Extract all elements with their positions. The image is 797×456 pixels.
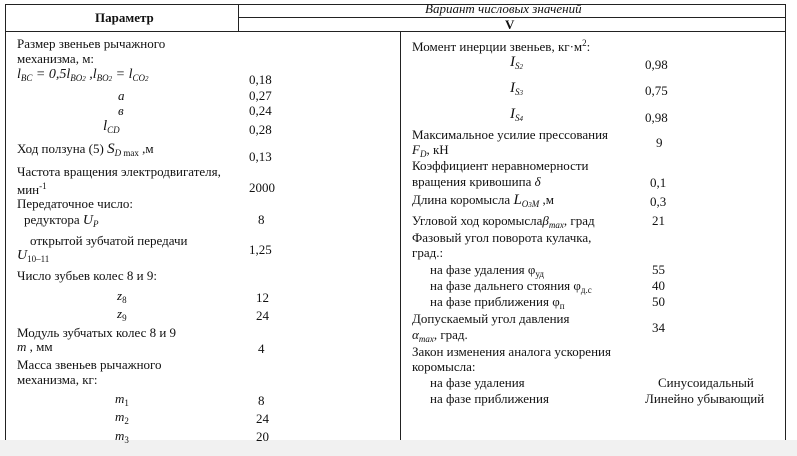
header-param: Параметр xyxy=(95,10,154,25)
value-m1: 8 xyxy=(258,393,265,408)
force-line1: Максимальное усилие прессования xyxy=(412,127,609,142)
value-force: 9 xyxy=(656,135,663,150)
header-divider xyxy=(238,4,239,31)
phase-line2: град.: xyxy=(412,245,444,260)
phase-approach-label: на фазе приближения $\varphi_п$ xyxy=(430,294,565,311)
rocker-length-label: Длина коромысла $L_{O3M}$ ,м xyxy=(412,192,555,209)
ratio-label: Передаточное число: xyxy=(17,196,134,211)
label-v: в xyxy=(118,103,124,118)
value-rocker-length: 0,3 xyxy=(650,194,667,209)
value-reducer: 8 xyxy=(258,212,265,227)
law-remove-label: на фазе удаления xyxy=(430,375,525,390)
header-variant: Вариант числовых значений xyxy=(425,1,582,16)
law-line2: коромысла: xyxy=(412,359,476,374)
label-lcd: $l_{CD}$ xyxy=(103,118,120,135)
label-is3: $I_{S3}$ xyxy=(510,80,523,97)
module-line2: m , мм xyxy=(17,339,53,354)
value-is2: 0,98 xyxy=(645,57,668,72)
label-is2: $I_{S2}$ xyxy=(510,54,523,71)
value-m3: 20 xyxy=(256,429,269,444)
phase-dwell-label: на фазе дальнего стояния $\varphi_{д.с}$ xyxy=(430,278,592,295)
value-law-remove: Синусоидальный xyxy=(658,375,754,390)
value-z9: 24 xyxy=(256,308,269,323)
label-m2: $m_2$ xyxy=(115,409,129,426)
label-m3: $m_3$ xyxy=(115,428,129,445)
coef-line1: Коэффициент неравномерности xyxy=(412,158,589,173)
value-module: 4 xyxy=(258,341,265,356)
law-line1: Закон изменения аналога ускорения xyxy=(412,344,611,359)
mass-line1: Масса звеньев рычажного xyxy=(17,357,162,372)
link-size-line2: механизма, м: xyxy=(17,51,95,66)
value-z8: 12 xyxy=(256,290,269,305)
right-border xyxy=(785,4,786,440)
value-phase-remove: 55 xyxy=(652,262,665,277)
value-is4: 0,98 xyxy=(645,110,668,125)
label-z9: $z_9$ xyxy=(117,306,127,323)
stroke-label: Ход ползуна (5) $S_D$ $_{max}$ ,м xyxy=(17,141,154,158)
left-border xyxy=(5,4,6,440)
top-border xyxy=(5,4,786,5)
value-angular-stroke: 21 xyxy=(652,213,665,228)
value-phase-dwell: 40 xyxy=(652,278,665,293)
value-lcd: 0,28 xyxy=(249,122,272,137)
header-roman: V xyxy=(505,17,515,32)
value-freq: 2000 xyxy=(249,180,275,195)
value-is3: 0,75 xyxy=(645,83,668,98)
value-law-approach: Линейно убывающий xyxy=(645,391,765,406)
module-line1: Модуль зубчатых колес 8 и 9 xyxy=(17,325,177,340)
value-open-gear: 1,25 xyxy=(249,242,272,257)
mass-line2: механизма, кг: xyxy=(17,372,98,387)
value-lbc: 0,18 xyxy=(249,72,272,87)
link-size-formula: $l_{BC} = 0,5l_{BO2}$ $,l_{BO2} = l_{CO2}$ xyxy=(17,67,149,83)
freq-line2: мин$^{-1}$ xyxy=(17,181,47,197)
value-coef: 0,1 xyxy=(650,175,667,190)
open-gear-line2: $U_{10-11}$ xyxy=(17,248,50,264)
link-size-line1: Размер звеньев рычажного xyxy=(17,36,166,51)
teeth-label: Число зубьев колес 8 и 9: xyxy=(17,268,157,283)
coef-line2: вращения кривошипа δ xyxy=(412,174,541,189)
column-divider xyxy=(400,31,401,440)
value-v: 0,24 xyxy=(249,103,272,118)
reducer-label: редуктора $U_P$ xyxy=(24,212,99,229)
value-stroke: 0,13 xyxy=(249,149,272,164)
value-pressure: 34 xyxy=(652,320,665,335)
value-a: 0,27 xyxy=(249,88,272,103)
phase-line1: Фазовый угол поворота кулачка, xyxy=(412,230,592,245)
inertia-label: Момент инерции звеньев, $кг\cdot м^2$: xyxy=(412,38,591,54)
value-phase-approach: 50 xyxy=(652,294,665,309)
pressure-line2: $\alpha_{max}$, град. xyxy=(412,327,468,344)
label-a: а xyxy=(118,88,125,103)
label-is4: $I_{S4}$ xyxy=(510,106,523,123)
law-approach-label: на фазе приближения xyxy=(430,391,549,406)
label-m1: $m_1$ xyxy=(115,391,129,408)
label-z8: $z_8$ xyxy=(117,288,127,305)
value-m2: 24 xyxy=(256,411,269,426)
force-line2: $F_D$, кН xyxy=(412,142,449,159)
freq-line1: Частота вращения электродвигателя, xyxy=(17,164,221,179)
phase-remove-label: на фазе удаления $\varphi_{уд}$ xyxy=(430,262,544,279)
angular-stroke-label: Угловой ход коромыслаβ$_{max}$, град xyxy=(412,213,595,230)
pressure-line1: Допускаемый угол давления xyxy=(412,311,570,326)
open-gear-line1: открытой зубчатой передачи xyxy=(30,233,188,248)
header-bottom-border xyxy=(5,31,786,32)
